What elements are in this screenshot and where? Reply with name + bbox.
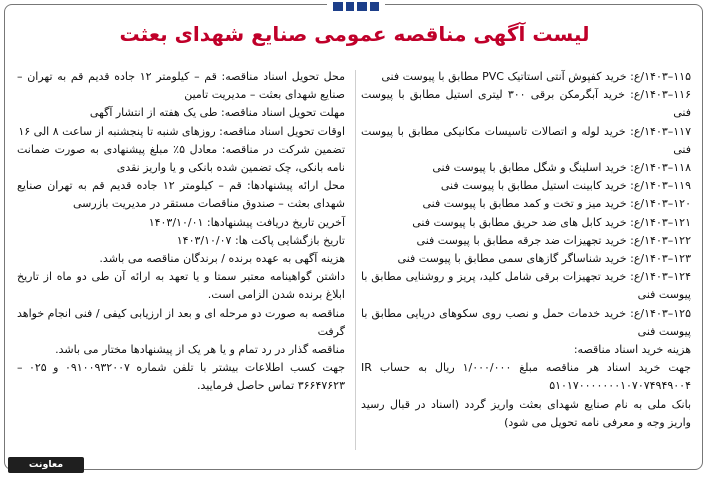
condition-item: داشتن گواهینامه معتبر سمتا و یا تعهد به ارائه آن طی دو ماه از تاریخ ابلاغ برنده شدن الزامی است. xyxy=(17,270,345,302)
page-title: لیست آگهی مناقصه عمومی صنایع شهدای بعثت xyxy=(119,22,590,46)
tender-item: هزینه خرید اسناد مناقصه: xyxy=(573,343,691,357)
tender-item: ۱۲۴–۱۴۰۳/ع: خرید تجهیزات برقی شامل کلید، پریز و روشنایی مطابق با پیوست فنی xyxy=(361,270,691,302)
tender-item: ۱۲۲–۱۴۰۳/ع: خرید تجهیزات ضد جرقه مطابق با پیوست فنی xyxy=(416,233,691,247)
condition-item: محل تحویل اسناد مناقصه: قم – کیلومتر ۱۲ جاده قدیم قم به تهران – صنایع شهدای بعثت – مدیریت تامین xyxy=(17,70,345,102)
condition-item: اوقات تحویل اسناد مناقصه: روزهای شنبه تا پنجشنبه از ساعت ۸ الی ۱۶ xyxy=(18,124,345,138)
condition-item: هزینه آگهی به عهده برنده / برندگان مناقصه می باشد. xyxy=(99,252,345,266)
condition-item: تاریخ بازگشایی پاکت ها: ۱۴۰۳/۱۰/۰۷ xyxy=(176,233,345,247)
condition-item: محل ارائه پیشنهادها: قم – کیلومتر ۱۲ جاده قدیم قم به تهران صنایع شهدای بعثت – صندوق مناقصات مستقر در مدیریت بازرسی xyxy=(17,179,345,211)
tender-item: ۱۱۵–۱۴۰۳/ع: خرید کفپوش آنتی استاتیک PVC مطابق با پیوست فنی xyxy=(381,70,691,83)
tender-item: ۱۱۶–۱۴۰۳/ع: خرید آبگرمکن برقی ۳۰۰ لیتری استیل مطابق با پیوست فنی xyxy=(361,88,691,120)
condition-item: مناقصه گذار در رد تمام و یا هر یک از پیشنهادها مختار می باشد. xyxy=(55,343,345,357)
department-tag: معاونت بازرگانی xyxy=(8,457,84,473)
tender-item: ۱۲۵–۱۴۰۳/ع: خرید خدمات حمل و نصب روی سکوهای دریایی مطابق با پیوست فنی xyxy=(361,306,691,338)
condition-item: مناقصه به صورت دو مرحله ای و بعد از ارزیابی کیفی / فنی انجام خواهد گرفت xyxy=(17,306,345,338)
condition-item: آخرین تاریخ دریافت پیشنهادها: ۱۴۰۳/۱۰/۰۱ xyxy=(148,215,345,229)
tender-item: ۱۱۷–۱۴۰۳/ع: خرید لوله و اتصالات تاسیسات مکانیکی مطابق با پیوست فنی xyxy=(361,124,691,156)
condition-item: تضمین شرکت در مناقصه: معادل ۵٪ مبلغ پیشنهادی به صورت ضمانت نامه بانکی، چک تضمین شده بانکی و یا واریز نقدی xyxy=(17,142,346,175)
tender-item: ۱۱۸–۱۴۰۳/ع: خرید اسلینگ و شگل مطابق با پیوست فنی xyxy=(432,161,691,175)
tender-item: ۱۲۱–۱۴۰۳/ع: خرید کابل های ضد حریق مطابق با پیوست فنی xyxy=(412,215,691,229)
tender-item: جهت خرید اسناد هر مناقصه مبلغ ۱/۰۰۰/۰۰۰ ریال به حساب IR ۵۱۰۱۷۰۰۰۰۰۰۰۱۰۷۰۷۴۹۴۹۰۰۴ xyxy=(361,361,691,393)
tender-item: ۱۲۰–۱۴۰۳/ع: خرید میز و تخت و کمد مطابق با پیوست فنی xyxy=(422,197,691,211)
tender-list-column xyxy=(361,68,691,432)
company-logo-icon xyxy=(327,0,385,14)
tender-item: ۱۱۹–۱۴۰۳/ع: خرید کابینت استیل مطابق با پیوست فنی xyxy=(440,179,691,193)
column-divider xyxy=(355,70,356,450)
tender-item: ۱۲۳–۱۴۰۳/ع: خرید شناساگر گازهای سمی مطابق با پیوست فنی xyxy=(397,252,691,266)
condition-item: مهلت تحویل اسناد مناقصه: طی یک هفته از انتشار آگهی xyxy=(89,106,345,120)
condition-item: جهت کسب اطلاعات بیشتر با تلفن شماره ۰۹۱۰۰۹۳۲۰۰۷ و ۰۲۵ – ۳۶۶۴۷۶۲۳ تماس حاصل فرمایید. xyxy=(17,361,345,393)
tender-item: بانک ملی به نام صنایع شهدای بعثت واریز گردد (اسناد در قبال رسید واریز وجه و معرفی نامه تحویل می شود) xyxy=(361,397,691,429)
tender-conditions-column xyxy=(17,68,345,396)
